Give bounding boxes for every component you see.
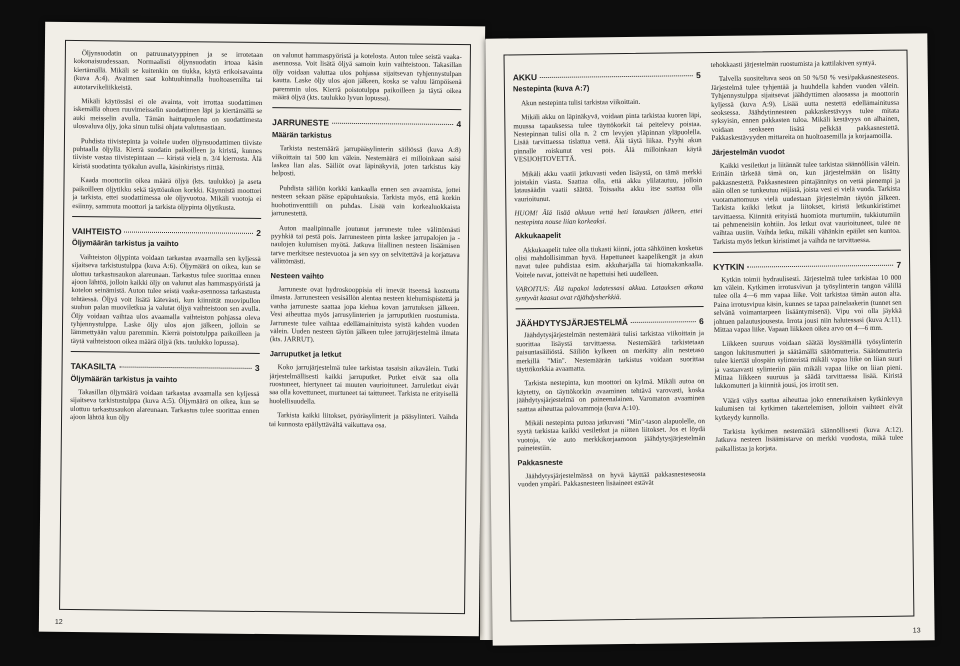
left-page (39, 22, 485, 637)
left-column-1 (68, 49, 263, 603)
right-column-1 (513, 61, 708, 612)
paragraph: Vaihteiston öljypinta voidaan tarkastaa avaamalla sen kyljessä sijaitseva tarkistustulppa (kuva A:6). Öljymäärä on oikea, kun se ulottuu tarkastusaukon alareunaan. Tarkastus tulee suorittaa ennen ajoon lähtöä, jolloin kaikki öljy on valunut alas hammaspyöristä ja kotelon seinämistä. Auton tulee seistä vaaka-asennossa tarkastusta tehtäessä. Öljyä voit lisätä kätevästi, kun kiinnität muovipullon suuhun palan muoviletkua ja valutat öljyä vaihteistoon sen avulla. Öljy voidaan vaihtaa ulos avaamalla vaihteiston pohjassa oleva tyhjennystulppa. Laske öljy ulos ajon jälkeen, jolloin se lämmettyään valuu paremmin. Kierrä poistotulppa paikoilleen ja täytä vaihteistoon oikea määrä öljyä (kts. taulukko lopussa). (70, 252, 261, 347)
page-number: 13 (912, 627, 921, 635)
paragraph: Kytkin toimii hydraulisesti. Järjestelmä tulee tarkistaa 10 000 km välein. Kytkimen irrotusvivun ja työsylinterin tangon välillä tulee olla 4—6 mm vapaa liike. Voit tarkistaa tämän auton alta. Paina irrotusvipua käsin, kunnes se tapaa painelaakerin (tunnet sen selvänä voimantarpeen lisääntymisenä). Vipu voi olla jäykkä johtuen palautusjousesta. Irrota jousi niin halutessasi (kuva A:11). Mittaa vapaa liike. Vapaan liikkeen oikea arvo on 4—6 mm. (713, 273, 902, 334)
paragraph: Mikäli nestepinta putoaa jatkuvasti "Min"-tason alapuolelle, on syytä tarkistaa kaikki vesiletkut ja niitten liitokset. Jos et löydä vuotoja, vie auto merkkikorjaamoon jäähdytysjärjestelmän painetestiin. (517, 417, 706, 453)
paragraph: Akkukaapelit tulee olla tiukasti kiinni, jotta sähköinen kosketus olisi mahdollisimman hyvä. Hapettuneet kaapelikengät ja akun navat tulee puhdistaa esim. akkuharjalla tai hiomakankaalla. Voitele navat, jotteivät ne hapettuisi heti uudelleen. (514, 243, 704, 280)
paragraph: Koko jarrujärjestelmä tulee tarkistaa tasaisin aikavälein. Tutki järjestelmällisesti kaikki jarruputket. Putket eivät saa olla ruostuneet, hiertyneet tai muuten vaurioituneet. Jarruletkut eivät saa olla kovettuneet, murtuneet tai taittuneet. Tarkista ne erityisellä huolellisuudella. (269, 363, 459, 406)
section-heading-kytkin: KYTKIN 7 (713, 259, 902, 273)
right-page (485, 33, 934, 645)
paragraph: Auton maalipinnalle joutunut jarruneste tulee välittömästi pyyhkiä tai pestä pois. Jarrunesteen pinta laskee jarrupalojen ja -naulojen kulumisen myötä. Jatkuva liiallinen nesteen lisäämisen tarve merkitsee nestevuotoa ja sen syy on selvitettävä ja korjattava välittömästi. (270, 223, 461, 266)
paragraph: Kaada moottoriin oikea määrä öljyä (kts. taulukko) ja aseta paikoilleen öljytikku sekä täyttöaukon korkki. Käynnistä moottori ja tarkista, ettei suodattimessa ole öljyvuotoa. Mikäli vuotoja ei esiinny, sammuta moottori ja tarkista öljypinta öljytikusta. (72, 176, 262, 212)
paragraph: Kaikki vesiletkut ja liitännät tulee tarkistaa säännöllisin välein. Erittäin tärkeää tämä on, kun järjestelmään on lisätty pakkasnestettä. Pakkasnesteen pintajännitys on vettä pienempi ja näin ollen se tunkeutuu reijistä, joista vesi ei vielä vuoda. Tarkista vuotamattomuus vielä uudestaan järjestelmän täytön jälkeen. Tarkista kaikki letkut ja liitokset, kiristä letkunkiristimet tarvittaessa. Kiinnitä erityistä huomiota murtumiin, tukkiutumiin tai pehmeneisiin kohtiin. Jos letkut ovat vaurioituneet, tulee ne vaihtaa uusiin. Vaihda letku, mikäli vähänkin epäilet sen kuntoa. Tarkista myös letkun kiristimet ja vaihda ne tarvittaessa. (711, 159, 901, 246)
subheading: Nestepinta (kuva A:7) (512, 83, 590, 94)
paragraph: Liikkeen suuruus voidaan säätää löysäämällä työsylinterin tangon lukitusmutteri ja säätämällä säätömutteria. Säätömutteria tulee kiertää ulospäin sylinteristä mikäli vapaa liike on liian suuri ja vastaavasti sylinteriin päin mikäli vapaa liike on liian pieni. Mittaa liikkeen suuruus ja säädä tarvittaessa lisää. Kiristä lukkomutteri ja kiinnitä jousi, jos irrotit sen. (714, 338, 903, 391)
paragraph: on valunut hammaspyöristä ja kotelosta. Auton tulee seistä vaaka-asennossa. Voit lisätä öljyä samoin kuin vaihteistoon. Takasillan öljy voidaan valuttaa ulos pohjassa sijaitsevan tyhjennystulpan kautta. Laske öljy ulos ajon jälkeen, koska se valuu lämpöisenä paremmin ulos. Kierrä poistotulppa paikoilleen ja täytä oikea määrä öljyä (kts. taulukko lyvun lopussa). (272, 51, 462, 103)
paragraph: Öljynsuodatin on patruunatyyppinen ja se irrotetaan kokonaisuudessaan. Normaalisti öljynsuodatin irtoaa käsin kiertämällä. Mikäli se kuitenkin on tiukka, käytä erikoisavainta (kuva A:4). Avaimen saat kohtuuhinnalla huoltoasemilta tai autotarvikeliikkeistä. (73, 49, 263, 92)
paragraph: Jarruneste ovat hydroskooppisia eli imevät itseensä kosteutta ilmasta. Jarrunesteen vesisällön alentaa nesteen kiehumispistettä ja vanha jarruneste saattaa jopa kiehua kovan jarrutuksen jälkeen. Vesi aiheuttaa myös jarrusylinterien ja jarruputkien ruostumista. Jarruneste tulee vaihtaa edellämainituista syistä kahden vuoden välein. Uuden nesteen täytön jälkeen tulee jarrujärjestelmä ilmata (kts. JARRUT). (269, 285, 460, 344)
right-column-2 (711, 59, 906, 610)
section-divider (513, 306, 708, 309)
paragraph: Väärä välys saattaa aiheuttaa joko ennenaikaisen kytkinlevyn kulumisen tai kytkimen takertelemisen, jolloin vaihteet eivät kytkeydy kunnolla. (714, 394, 903, 422)
paragraph: Jäähdytysjärjestelmän nestemäärä tulisi tarkistaa viikoittain ja suorittaa lisäystä tarvittaessa. Nestemäärä tarkistetaan paisuntasäiliöstä. Säiliön kylkeen on merkitty alin nestetaso merkillä "Min". Nestemäärän tarkistus voidaan suorittaa täyttökorkkia avaamatta. (515, 329, 705, 374)
paragraph: tehokkaasti järjestelmän ruostumista ja kattilakiven syntyä. (710, 58, 877, 69)
warning-note: HUOM! Älä lisää akkuun vettä heti latauksen jälkeen, ettei nestepinta nouse liian korkeaksi. (514, 207, 703, 227)
paragraph: Mikäli käytössäsi ei ole avainta, voit irrottaa suodattimen iskemällä ohuen ruuvimeisselin suodattimen läpi ja kiertämällä se auki meisselin avulla. Tämän haittapuolena on suodattimesta ulosvaluva öljy, joka sinun tulisi ohjata valutusastiaan. (73, 97, 263, 132)
warning-note: VAROITUS: Älä tupakoi ladatessasi akkua. Latauksen aikana syntyvät kaasut ovat räjähdysherkkiä. (515, 283, 704, 302)
paragraph: Tarkista nestepinta, kun moottori on kylmä. Mikäli autoa on käytetty, on täyttökorkin avaaminen tehtävä varovasti, koska jäähdytysjärjestelmä on paineenalainen. Varomaton avaaminen saattaa aiheuttaa palovammoja (kuva A:10). (516, 377, 705, 413)
section-heading-akku: AKKU 5 (512, 70, 701, 83)
paragraph: Talvella suositeltava seos on 50 %/50 % vesi/pakkasnesteseos. Järjestelmä tulee tyhjentää ja huuhdella kahden vuoden välein. Tyhjennystulppa sijaitsevat jäähdyttimen alaosassa ja moottorin kyljessä (kuva A:9). Lisää uutta nestettä edellämainitussa seoksessa. Jäähdytinnesteen pakkaskestävyys tulee mitata syksyisin, ennen pakkasten tuloa. Mikäli kestävyys on alhainen, voidaan seokseen lisätä pelkkää pakkasnestettä. Pakkaskestävyyden mittareita on huoltoasemilla ja korjaamoilla. (710, 73, 900, 143)
left-column-2 (267, 51, 462, 605)
section-heading-jaahdytysjarjestelma: JÄÄHDYTYSJÄRJESTELMÄ 6 (515, 316, 704, 329)
subheading: Pakkasneste (517, 457, 563, 467)
paragraph: Tarkista kytkimen nestemäärä säännöllisesti (kuva A:12). Jatkuva nesteen lisäämistarve on merkki vuodosta, mikä tulee paikallistaa ja korjata. (715, 425, 904, 453)
paragraph: Mikäli akku on läpinäkyvä, voidaan pinta tarkistaa kuoren läpi, muussa tapauksessa tulee täyttökorkit tai peitelevy poistaa. Nestepinnan tulisi olla n. 2 cm levyjen yläpinnan yläpuolella. Lisää tarvittaessa tislattua vettä. Älä täytä liikaa. Pyyhi akun pinnalle roiskunut vesi pois. Älä milloinkaan käytä VESIJOHTOVETTÄ. (513, 111, 702, 164)
subheading: Jarruputket ja letkut (269, 348, 342, 359)
section-divider (711, 250, 906, 253)
section-heading-takasilta: TAKASILTA 3 (70, 361, 260, 374)
section-divider (68, 351, 263, 354)
paragraph: Puhdista tiivistepinta ja voitele uuden öljynsuodattimen tiiviste puhtaalla öljyllä. Kierrä suodatin paikoilleen ja kiristä, kunnes tiiviste vastaa tiivistepintaan — kiristä vielä n. 3/4 kierrosta. Älä kiristä suodatinta työkalun avulla, käsinkiristys riittää. (72, 136, 262, 172)
paragraph: Mikäli akku vaatii jatkuvasti veden lisäystä, on tämä merkki joistakin viasta. Saattaa olla, että akku ylilatautuu, jolloin latausäädin vaatii säätöä. Toisaalta akku itse saattaa olla vaurioitunut. (514, 167, 703, 204)
paragraph: Tarkista nestemäärä jarrupääsylinterin säiliössä (kuva A:8) viikoittain tai 500 km välein. Nestemäärä ei milloinkaan saisi laskea lian alas. Säiliöt ovat läpinäkyviä, joten tarkistus käy helposti. (271, 144, 461, 178)
page-number: 12 (54, 618, 63, 626)
paragraph: Jäähdytysjärjestelmässä on hyvä käyttää pakkasnesteseosta vuoden ympäri. Pakkasnesteen lisäaineet estävät (517, 470, 706, 489)
paragraph: Puhdista säiliön korkki kankaalla ennen sen avaamista, jottei nesteen sekaan pääse epäpuhtauksia. Tarkista myös, että korkin huohotinventtiili on puhdas. Lisää vain korkealuokkaista jarrunestettä. (271, 184, 461, 218)
subheading: Öljymäärän tarkistus ja vaihto (70, 373, 178, 384)
subheading: Järjestelmän vuodot (711, 146, 785, 157)
right-page-frame (504, 50, 915, 622)
section-heading-vaihteisto: VAIHTEISTO 2 (71, 225, 262, 238)
subheading: Määrän tarkistus (271, 129, 332, 140)
subheading: Akkukaapelit (514, 230, 562, 241)
paragraph: Tarkista kaikki liitokset, pyöräsylinterit ja pääsylinteri. Vaihda tai kunnosta epäilyttävältä vaikuttava osa. (268, 411, 459, 429)
paragraph: Akun nestepinta tulisi tarkistaa viikoittain. (521, 97, 641, 108)
section-divider (267, 107, 462, 110)
subheading: Nesteen vaihto (270, 270, 324, 281)
left-page-frame (59, 40, 471, 614)
subheading: Öljymäärän tarkistus ja vaihto (71, 238, 179, 249)
section-divider (68, 216, 263, 219)
paragraph: Takasillan öljymäärä voidaan tarkastaa avaamalla sen kyljessä sijaitseva tarkistustulppa (kuva A:5). Öljymäärä on oikea, kun se ulottuu tarkastusaukon alareunaan. Tarkastus tulee suorittaa ennen ajoon lähtöä kun öljy (70, 388, 260, 422)
section-heading-jarruneste: JARRUNESTE 4 (272, 117, 462, 130)
